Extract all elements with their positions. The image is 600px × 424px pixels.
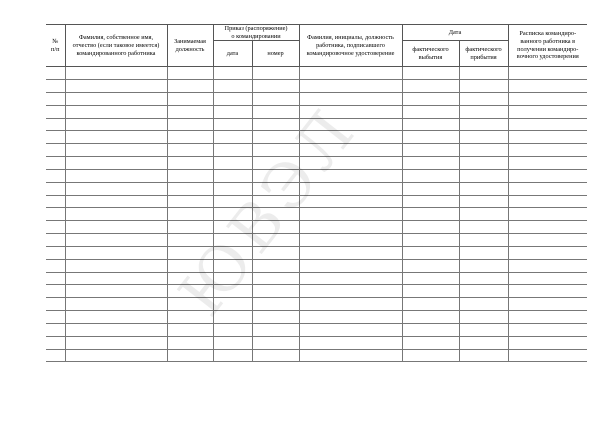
table-cell: [402, 272, 459, 285]
table-cell: [46, 234, 65, 247]
header-order-date: дата: [213, 41, 252, 67]
header-worker-name: Фамилия, собственное имя, отчество (если таковое имеется) командированного работника: [65, 25, 167, 67]
table-cell: [299, 298, 402, 311]
table-cell: [402, 93, 459, 106]
table-cell: [508, 246, 587, 259]
table-cell: [252, 221, 299, 234]
table-cell: [167, 298, 213, 311]
table-cell: [402, 182, 459, 195]
table-cell: [213, 182, 252, 195]
table-cell: [46, 259, 65, 272]
table-cell: [402, 157, 459, 170]
table-cell: [459, 221, 508, 234]
table-cell: [46, 246, 65, 259]
table-cell: [299, 285, 402, 298]
table-cell: [252, 272, 299, 285]
table-cell: [299, 349, 402, 362]
table-cell: [402, 259, 459, 272]
table-cell: [299, 93, 402, 106]
table-cell: [402, 144, 459, 157]
table-cell: [46, 336, 65, 349]
table-cell: [459, 144, 508, 157]
table-cell: [508, 169, 587, 182]
table-cell: [508, 131, 587, 144]
table-body: [46, 67, 587, 362]
table-cell: [459, 208, 508, 221]
table-cell: [508, 67, 587, 80]
table-cell: [252, 311, 299, 324]
table-row: [46, 221, 587, 234]
table-cell: [46, 311, 65, 324]
table-cell: [299, 157, 402, 170]
table-cell: [46, 105, 65, 118]
table-cell: [167, 182, 213, 195]
table-row: [46, 298, 587, 311]
table-cell: [65, 144, 167, 157]
table-cell: [46, 195, 65, 208]
table-cell: [459, 169, 508, 182]
table-cell: [299, 67, 402, 80]
table-cell: [508, 298, 587, 311]
table-cell: [65, 105, 167, 118]
table-cell: [167, 336, 213, 349]
table-cell: [213, 169, 252, 182]
table-cell: [252, 93, 299, 106]
table-cell: [459, 131, 508, 144]
table-cell: [65, 298, 167, 311]
table-cell: [46, 93, 65, 106]
table-cell: [46, 298, 65, 311]
table-cell: [46, 118, 65, 131]
table-row: [46, 323, 587, 336]
table-cell: [167, 272, 213, 285]
table-cell: [167, 311, 213, 324]
table-cell: [508, 105, 587, 118]
table-cell: [459, 118, 508, 131]
table-cell: [402, 131, 459, 144]
table-cell: [46, 67, 65, 80]
table-cell: [508, 349, 587, 362]
table-cell: [65, 118, 167, 131]
table-cell: [213, 157, 252, 170]
table-cell: [299, 118, 402, 131]
table-cell: [459, 93, 508, 106]
table-cell: [65, 169, 167, 182]
table-row: [46, 80, 587, 93]
table-cell: [167, 105, 213, 118]
table-cell: [252, 118, 299, 131]
table-cell: [459, 246, 508, 259]
table-cell: [46, 208, 65, 221]
table-cell: [65, 246, 167, 259]
table-cell: [402, 234, 459, 247]
table-cell: [167, 67, 213, 80]
table-cell: [167, 169, 213, 182]
table-cell: [299, 131, 402, 144]
table-cell: [46, 272, 65, 285]
register-sheet: [46, 24, 587, 362]
table-cell: [65, 349, 167, 362]
header-arrival: фактического прибытия: [459, 41, 508, 67]
table-cell: [252, 131, 299, 144]
table-cell: [167, 323, 213, 336]
table-cell: [299, 259, 402, 272]
table-row: [46, 157, 587, 170]
table-cell: [299, 144, 402, 157]
table-cell: [213, 259, 252, 272]
table-cell: [402, 311, 459, 324]
table-cell: [299, 221, 402, 234]
table-cell: [213, 67, 252, 80]
table-row: [46, 246, 587, 259]
table-cell: [213, 80, 252, 93]
table-cell: [167, 221, 213, 234]
table-cell: [46, 157, 65, 170]
table-cell: [65, 285, 167, 298]
table-row: [46, 208, 587, 221]
table-cell: [252, 182, 299, 195]
table-cell: [508, 144, 587, 157]
table-cell: [508, 80, 587, 93]
table-cell: [508, 272, 587, 285]
table-cell: [252, 336, 299, 349]
table-cell: [46, 169, 65, 182]
table-cell: [65, 182, 167, 195]
table-cell: [252, 285, 299, 298]
table-cell: [508, 157, 587, 170]
table-cell: [213, 105, 252, 118]
table-row: [46, 182, 587, 195]
table-cell: [459, 259, 508, 272]
table-cell: [402, 298, 459, 311]
table-cell: [252, 259, 299, 272]
table-cell: [508, 323, 587, 336]
table-cell: [65, 259, 167, 272]
table-cell: [65, 311, 167, 324]
table-cell: [252, 323, 299, 336]
table-cell: [459, 105, 508, 118]
table-cell: [299, 169, 402, 182]
table-cell: [402, 336, 459, 349]
table-cell: [402, 246, 459, 259]
table-cell: [508, 285, 587, 298]
table-cell: [459, 336, 508, 349]
table-row: [46, 259, 587, 272]
table-cell: [213, 195, 252, 208]
table-row: [46, 169, 587, 182]
table-cell: [252, 80, 299, 93]
table-cell: [459, 80, 508, 93]
table-cell: [167, 144, 213, 157]
table-cell: [65, 80, 167, 93]
table-row: [46, 336, 587, 349]
table-cell: [252, 67, 299, 80]
table-cell: [459, 272, 508, 285]
table-cell: [508, 93, 587, 106]
header-date: Дата: [402, 25, 508, 41]
table-cell: [299, 195, 402, 208]
table-cell: [402, 195, 459, 208]
table-cell: [299, 311, 402, 324]
table-cell: [213, 144, 252, 157]
table-cell: [508, 336, 587, 349]
table-cell: [167, 285, 213, 298]
table-cell: [213, 298, 252, 311]
table-cell: [459, 349, 508, 362]
table-row: [46, 131, 587, 144]
table-cell: [252, 157, 299, 170]
table-cell: [167, 157, 213, 170]
table-cell: [508, 311, 587, 324]
table-cell: [402, 105, 459, 118]
header-order-number: номер: [252, 41, 299, 67]
table-cell: [167, 118, 213, 131]
table-row: [46, 349, 587, 362]
table-cell: [65, 131, 167, 144]
table-cell: [46, 285, 65, 298]
table-row: [46, 144, 587, 157]
table-cell: [213, 336, 252, 349]
table-header: [46, 25, 587, 67]
table-cell: [459, 234, 508, 247]
table-cell: [252, 208, 299, 221]
table-cell: [213, 323, 252, 336]
table-cell: [213, 208, 252, 221]
table-cell: [402, 285, 459, 298]
table-cell: [299, 80, 402, 93]
table-cell: [213, 221, 252, 234]
table-cell: [213, 349, 252, 362]
table-row: [46, 67, 587, 80]
table-cell: [459, 285, 508, 298]
table-cell: [299, 208, 402, 221]
watermark: ЮВЭЛ: [164, 92, 372, 330]
table-cell: [299, 323, 402, 336]
header-row-number: № п/п: [46, 25, 65, 67]
table-cell: [252, 169, 299, 182]
table-cell: [167, 93, 213, 106]
table-cell: [65, 221, 167, 234]
table-cell: [459, 67, 508, 80]
table-cell: [252, 298, 299, 311]
table-cell: [46, 131, 65, 144]
table-cell: [459, 311, 508, 324]
table-cell: [46, 349, 65, 362]
table-cell: [299, 336, 402, 349]
business-trip-register-table: [46, 24, 587, 362]
table-cell: [508, 118, 587, 131]
table-cell: [459, 298, 508, 311]
table-cell: [213, 93, 252, 106]
table-cell: [508, 195, 587, 208]
header-order: Приказ (распоряжение) о командировании: [213, 25, 299, 41]
table-cell: [46, 80, 65, 93]
table-row: [46, 118, 587, 131]
table-cell: [402, 169, 459, 182]
header-receipt: Расписка командиро- ванного работника в получении командиро- вочного удостоверения: [508, 25, 587, 67]
table-cell: [299, 182, 402, 195]
table-cell: [402, 208, 459, 221]
table-row: [46, 285, 587, 298]
table-cell: [299, 105, 402, 118]
table-cell: [46, 144, 65, 157]
table-cell: [65, 323, 167, 336]
table-row: [46, 93, 587, 106]
table-cell: [213, 285, 252, 298]
table-cell: [459, 195, 508, 208]
table-cell: [252, 195, 299, 208]
table-cell: [508, 259, 587, 272]
table-cell: [252, 246, 299, 259]
table-cell: [65, 195, 167, 208]
table-cell: [213, 118, 252, 131]
table-cell: [213, 234, 252, 247]
table-cell: [65, 67, 167, 80]
table-cell: [167, 195, 213, 208]
table-cell: [402, 323, 459, 336]
table-cell: [508, 234, 587, 247]
table-row: [46, 105, 587, 118]
table-cell: [508, 221, 587, 234]
table-cell: [46, 323, 65, 336]
table-cell: [65, 208, 167, 221]
header-signer: Фамилия, инициалы, должность работника, подписавшего командировочное удостоверение: [299, 25, 402, 67]
table-cell: [167, 259, 213, 272]
table-cell: [459, 182, 508, 195]
table-cell: [402, 80, 459, 93]
table-cell: [213, 272, 252, 285]
table-cell: [46, 182, 65, 195]
header-departure: фактического выбытия: [402, 41, 459, 67]
table-cell: [508, 182, 587, 195]
table-cell: [402, 221, 459, 234]
table-cell: [213, 246, 252, 259]
table-cell: [46, 221, 65, 234]
table-cell: [65, 234, 167, 247]
table-cell: [402, 67, 459, 80]
table-row: [46, 311, 587, 324]
table-cell: [167, 208, 213, 221]
table-cell: [213, 311, 252, 324]
table-cell: [213, 131, 252, 144]
table-cell: [299, 246, 402, 259]
table-cell: [65, 157, 167, 170]
table-cell: [252, 144, 299, 157]
table-cell: [252, 349, 299, 362]
table-cell: [167, 349, 213, 362]
table-cell: [299, 234, 402, 247]
table-cell: [65, 272, 167, 285]
table-cell: [402, 118, 459, 131]
table-cell: [459, 323, 508, 336]
table-cell: [252, 234, 299, 247]
table-cell: [167, 246, 213, 259]
table-cell: [508, 208, 587, 221]
table-cell: [65, 336, 167, 349]
header-position: Занимаемая должность: [167, 25, 213, 67]
table-cell: [167, 234, 213, 247]
table-row: [46, 195, 587, 208]
table-cell: [402, 349, 459, 362]
table-cell: [65, 93, 167, 106]
table-cell: [459, 157, 508, 170]
table-row: [46, 272, 587, 285]
table-cell: [299, 272, 402, 285]
table-row: [46, 234, 587, 247]
table-cell: [167, 80, 213, 93]
table-cell: [252, 105, 299, 118]
table-cell: [167, 131, 213, 144]
